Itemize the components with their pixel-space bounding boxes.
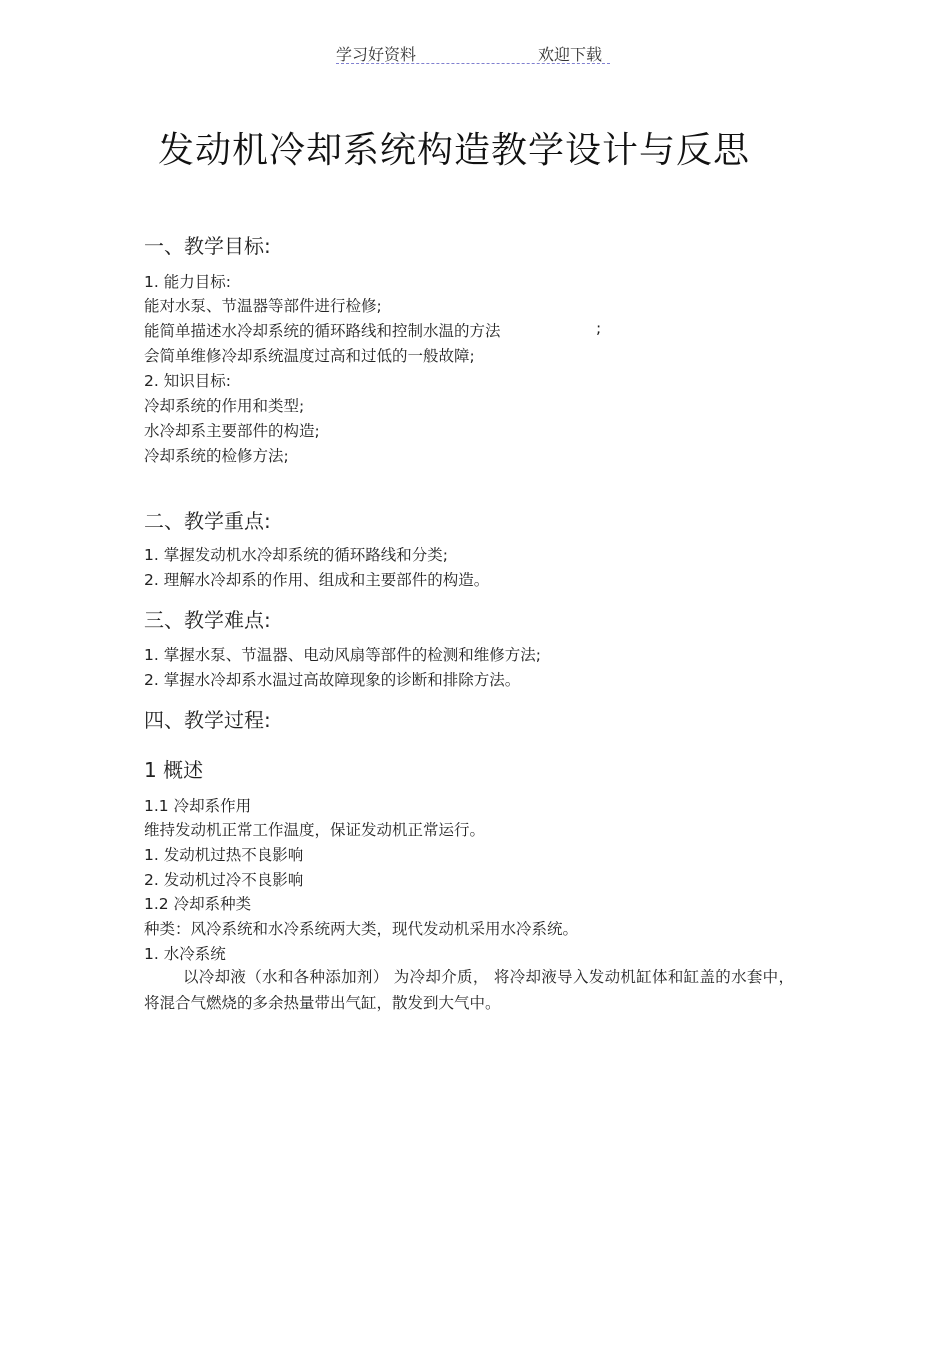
process-line: 2. 发动机过冷不良影响	[144, 871, 304, 889]
process-line: 1. 发动机过热不良影响	[144, 846, 304, 864]
knowledge-item: 冷却系统的检修方法;	[144, 447, 289, 465]
key-points-heading: 二、教学重点:	[144, 509, 271, 533]
water-cooling-paragraph: 以冷却液（水和各种添加剂） 为冷却介质， 将冷却液导入发动机缸体和缸盖的水套中，将混合气燃烧的多余热量带出气缸，散发到大气中。	[144, 968, 794, 1012]
header-dashed-rule	[336, 63, 610, 64]
overview-title: 1 概述	[144, 758, 204, 782]
ability-item: 能对水泵、节温器等部件进行检修;	[144, 297, 382, 315]
document-title: 发动机冷却系统构造教学设计与反思	[157, 130, 750, 171]
ability-objectives-title: 1. 能力目标:	[144, 273, 231, 291]
process-line: 维持发动机正常工作温度，保证发动机正常运行。	[144, 821, 486, 839]
ability-item: 会简单维修冷却系统温度过高和过低的一般故障;	[144, 347, 475, 365]
process-line: 1. 水冷系统	[144, 945, 226, 963]
objectives-heading: 一、教学目标:	[144, 234, 271, 258]
difficulty-item: 2. 掌握水冷却系水温过高故障现象的诊断和排除方法。	[144, 671, 521, 689]
key-point-item: 1. 掌握发动机水冷却系统的循环路线和分类;	[144, 546, 448, 564]
difficulties-heading: 三、教学难点:	[144, 608, 271, 632]
ability-item-suffix: ;	[596, 319, 602, 337]
process-heading: 四、教学过程:	[144, 708, 271, 732]
process-line: 种类：风冷系统和水冷系统两大类，现代发动机采用水冷系统。	[144, 920, 579, 938]
knowledge-item: 冷却系统的作用和类型;	[144, 397, 305, 415]
process-line: 1.2 冷却系种类	[144, 895, 252, 913]
header-right-text: 欢迎下载	[538, 45, 603, 64]
header-left-text: 学习好资料	[336, 45, 417, 64]
knowledge-objectives-title: 2. 知识目标:	[144, 372, 231, 390]
key-point-item: 2. 理解水冷却系的作用、组成和主要部件的构造。	[144, 571, 490, 589]
ability-item: 能简单描述水冷却系统的循环路线和控制水温的方法	[144, 322, 501, 340]
difficulty-item: 1. 掌握水泵、节温器、电动风扇等部件的检测和维修方法;	[144, 646, 541, 664]
process-line: 1.1 冷却系作用	[144, 797, 252, 815]
knowledge-item: 水冷却系主要部件的构造;	[144, 422, 320, 440]
